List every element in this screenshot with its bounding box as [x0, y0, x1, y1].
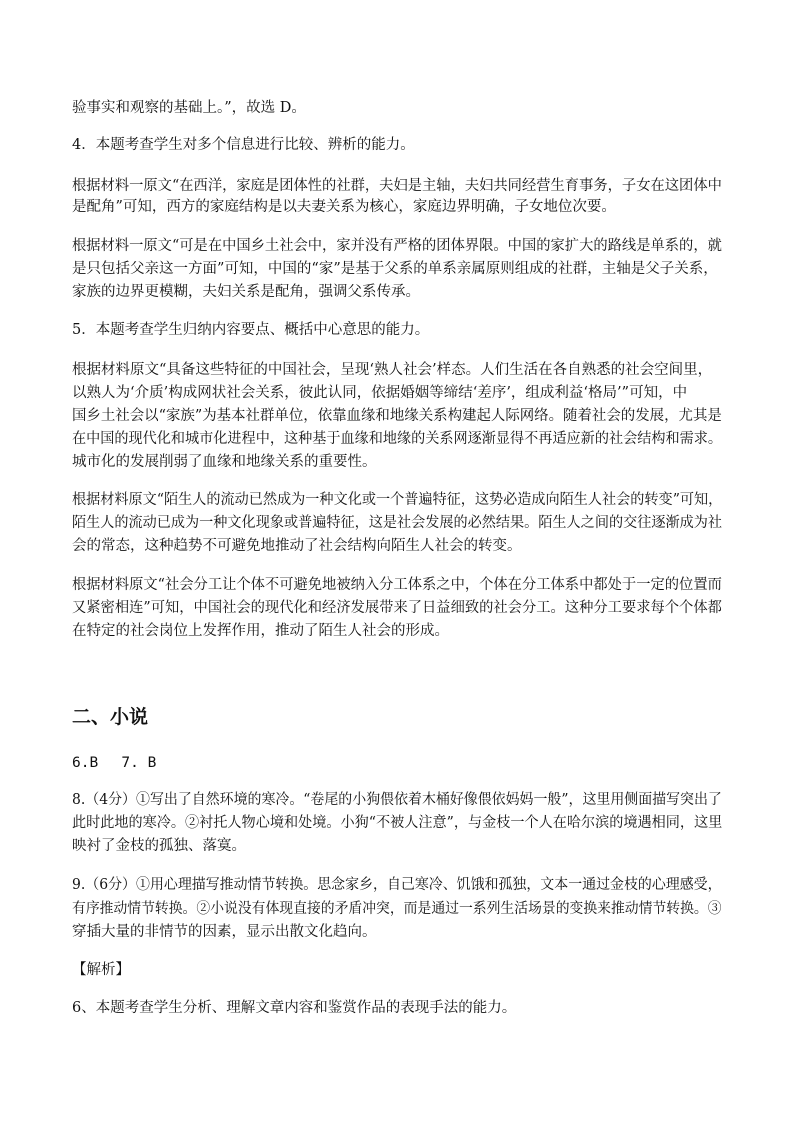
paragraph-line: 根据材料原文“具备这些特征的中国社会，呈现‘熟人社会’样态。人们生活在各自熟悉的社会空间里，: [72, 362, 713, 378]
paragraph-line: 根据材料一原文“可是在中国乡土社会中，家并没有严格的团体界限。中国的家扩大的路线是单系的，就: [72, 238, 722, 254]
paragraph-line: 根据材料一原文“在西洋，家庭是团体性的社群，夫妇是主轴，夫妇共同经营生育事务，子女在这团体中: [72, 178, 722, 194]
paragraph-line: 验事实和观察的基础上。”，故选 D。: [72, 100, 306, 116]
paragraph-line: 会的常态，这种趋势不可避免地推动了社会结构向陌生人社会的转变。: [72, 538, 522, 554]
paragraph-line: 以熟人为‘介质’构成网状社会关系，彼此认同，依据婚姻等缔结‘差序’，组成利益‘格局’”可知，中: [72, 385, 688, 401]
analysis-label: 【解析】: [72, 962, 130, 978]
paragraph-line: 有序推动情节转换。②小说没有体现直接的矛盾冲突，而是通过一系列生活场景的变换来推动情节转换。③: [72, 901, 722, 917]
paragraph-line: 此时此地的寒冷。②衬托人物心境和处境。小狗“不被人注意”，与金枝一个人在哈尔滨的境遇相同，这里: [72, 815, 723, 831]
paragraph-line: 5．本题考查学生归纳内容要点、概括中心意思的能力。: [72, 322, 430, 338]
paragraph-line: 又紧密相连”可知，中国社会的现代化和经济发展带来了日益细致的社会分工。这种分工要求每个个体都: [72, 600, 722, 616]
paragraph-line: 是只包括父亲这一方面”可知，中国的“家”是基于父系的单系亲属原则组成的社群，主轴是父子关系，: [72, 261, 718, 277]
paragraph-line: 4．本题考查学生对多个信息进行比较、辨析的能力。: [72, 137, 415, 153]
paragraph-line: 根据材料原文“陌生人的流动已然成为一种文化或一个普遍特征，这势必造成向陌生人社会的转变”可知，: [72, 492, 723, 508]
paragraph-line: 穿插大量的非情节的因素，显示出散文化趋向。: [72, 924, 377, 940]
section-heading: 二、小说: [72, 706, 149, 728]
paragraph-line: 映衬了金枝的孤独、落寞。: [72, 838, 246, 854]
paragraph-line: 9.（6分）①用心理描写推动情节转换。思念家乡，自己寒冷、饥饿和孤独，文本一通过金枝的心理感受，: [72, 877, 722, 893]
paragraph-line: 国乡土社会以“家族”为基本社群单位，依靠血缘和地缘关系构建起人际网络。随着社会的发展，尤其是: [72, 408, 722, 424]
paragraph-line: 陌生人的流动已成为一种文化现象或普遍特征，这是社会发展的必然结果。陌生人之间的交往逐渐成为社: [72, 515, 722, 531]
answer-line: 6.B 7. B: [72, 755, 157, 771]
paragraph-line: 是配角”可知，西方的家庭结构是以夫妻关系为核心，家庭边界明确，子女地位次要。: [72, 199, 616, 215]
paragraph-line: 在中国的现代化和城市化进程中，这种基于血缘和地缘的关系网逐渐显得不再适应新的社会结构和需求。: [72, 431, 722, 447]
paragraph-line: 城市化的发展削弱了血缘和地缘关系的重要性。: [72, 454, 377, 470]
paragraph-line: 根据材料原文“社会分工让个体不可避免地被纳入分工体系之中，个体在分工体系中都处于一定的位置而: [72, 577, 722, 593]
paragraph-line: 8.（4分）①写出了自然环境的寒冷。“卷尾的小狗偎依着木桶好像偎依妈妈一般”，这里用侧面描写突出了: [72, 792, 722, 808]
paragraph-line: 6、本题考查学生分析、理解文章内容和鉴赏作品的表现手法的能力。: [72, 1000, 517, 1016]
paragraph-line: 家族的边界更模糊，夫妇关系是配角，强调父系传承。: [72, 284, 420, 300]
paragraph-line: 在特定的社会岗位上发挥作用，推动了陌生人社会的形成。: [72, 623, 449, 639]
